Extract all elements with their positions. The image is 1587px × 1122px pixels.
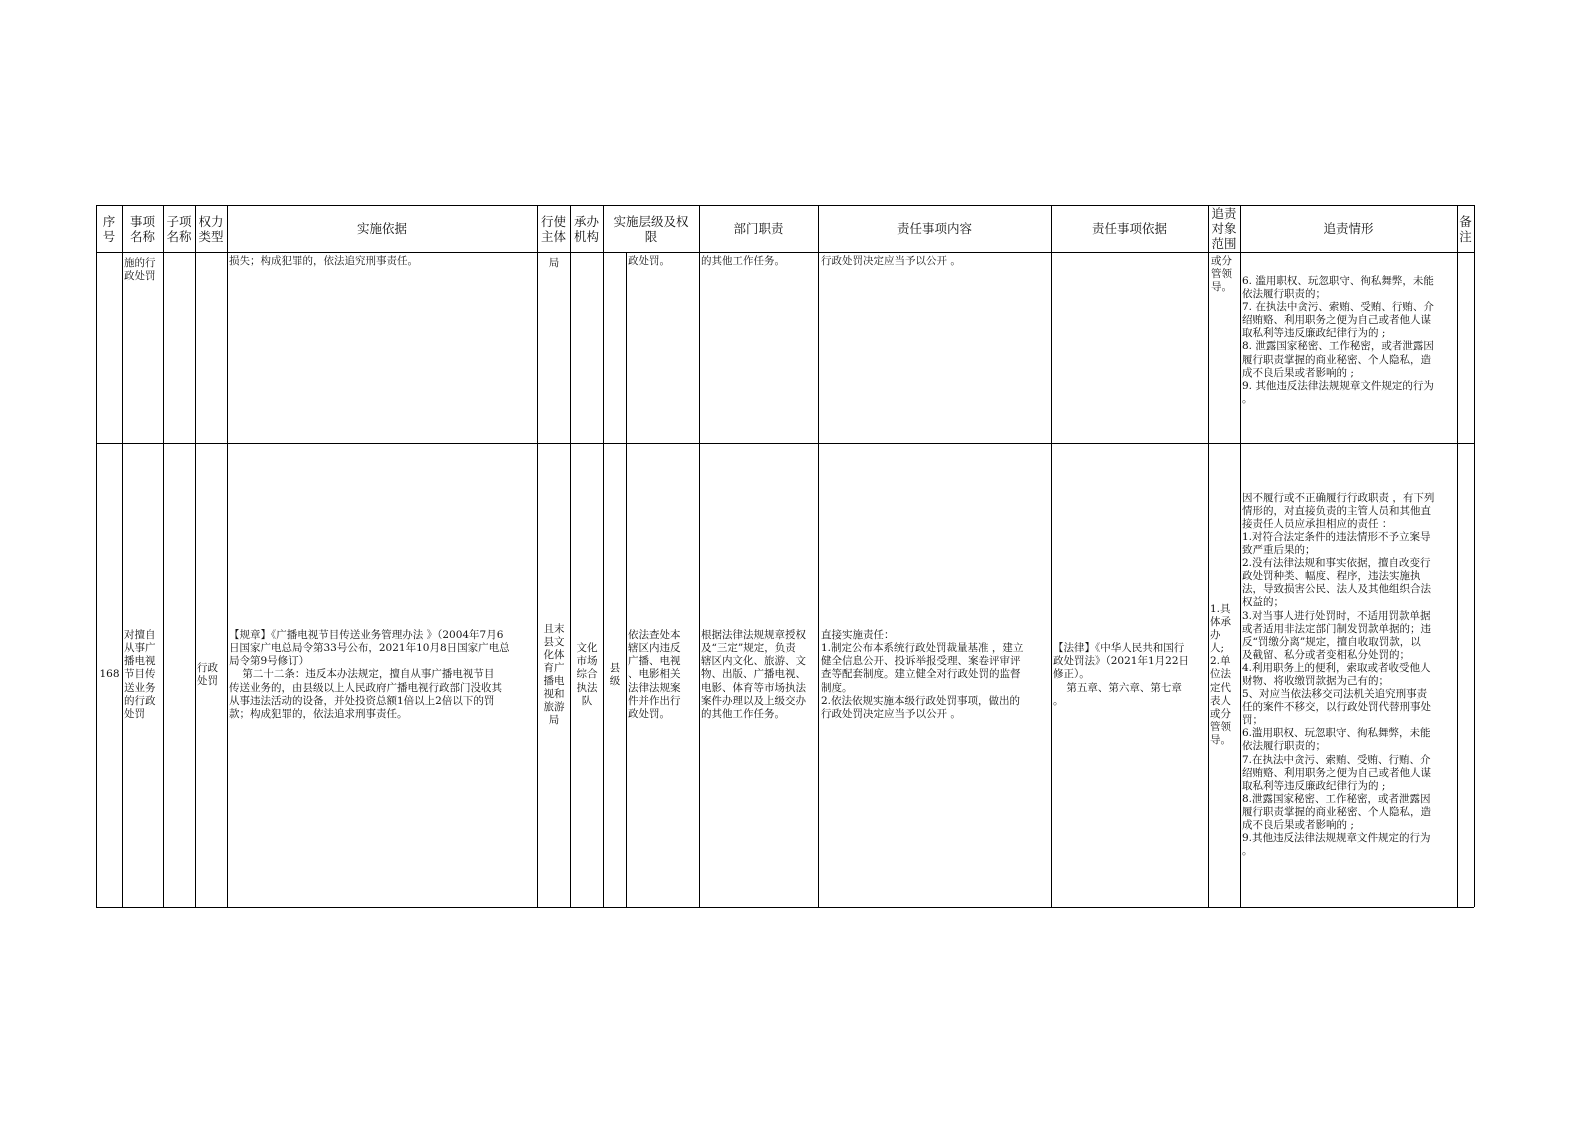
header-bottom-border [96, 252, 1474, 253]
header-item-name: 事项 名称 [129, 213, 155, 244]
row-sub-item [165, 444, 194, 906]
row-note [1458, 444, 1473, 906]
row-power-type [197, 444, 226, 906]
header-power-type: 权力 类型 [198, 213, 224, 244]
row-level-text: 依法查处本 辖区内违反 广播、电视 、电影相关 法律法规案 件并作出行 政处罚。 [628, 629, 681, 720]
row-seq [97, 444, 122, 906]
header-subject: 行使 主体 [540, 213, 566, 244]
prev-item-name: 施的行 政处罚 [124, 257, 156, 283]
prev-duty: 的其他工作任务。 [701, 255, 785, 267]
row-level [628, 444, 699, 906]
row-situation-text: 因不履行或不正确履行行政职责 ，有下列 情形的，对直接负责的主管人员和其他直 接责任人员应承担相应的责任 ： 1.对符合法定条件的违法情形不予立案导 致严重后果的； 2.没有法律法规和事实依据，擅自改变行 政处罚种类、幅度、程序，违法实施执 法，导致损害公民、法人及其他组织合法 权益的； 3.对当事人进行处罚时，不适用罚款单据 或者适用非法定部门制发罚款单据的；违 反“罚缴分离”规定，擅自收取罚款，以 及截留、私分或者变相私分处罚的； 4.利用职务上的便利，索取或者收受他人 财物、将收缴罚款据为己有的； 5、对应当依法移交司法机关追究刑事责 任的案件不移交，以行政处罚代替刑事处 罚； 6.滥用职权、玩忽职守、徇私舞弊，未能 依法履行职责的； 7.在执法中贪污、索贿、受贿、行贿、介 绍贿赂、利用职务之便为自己或者他人谋 取私利等违反廉政纪律行为的 ; 8.泄露国家秘密、工作秘密，或者泄露因 履行职责掌握的商业秘密、个人隐私，造 成不良后果或者影响的 ; 9.其他违反法律法规规章文件规定的行为 。 [1242, 491, 1435, 858]
row-basis [229, 444, 536, 906]
header-resp-basis: 责任事项依据 [1091, 221, 1167, 236]
prev-resp-content: 行政处罚决定应当予以公开 。 [821, 255, 961, 267]
row-level-tier [604, 444, 626, 906]
row-power-type-text: 行政 处罚 [197, 661, 218, 687]
header-note: 备 注 [1459, 213, 1472, 244]
row-duty [701, 444, 818, 906]
prev-basis: 损失；构成犯罪的，依法追究刑事责任。 [229, 255, 418, 267]
prev-target: 或分 管领 导。 [1211, 255, 1232, 294]
row-organ-text: 文化 市场 综合 执法 队 [576, 642, 598, 707]
row-organ [572, 444, 602, 906]
col-border [195, 205, 196, 907]
row-level-tier-text: 县 级 [609, 661, 621, 687]
row-seq-text: 168 [99, 668, 120, 681]
row-resp-basis-text: 【法律】《中华人民共和国行 政处罚法》（2021年1月22日 修正）。 第五章、第六章、第七章 。 [1053, 642, 1190, 707]
col-border [537, 205, 538, 907]
col-border [1208, 205, 1209, 907]
col-border [163, 205, 164, 907]
row-item-name [124, 444, 162, 906]
col-border [626, 252, 627, 907]
header-level: 实施层级及权 限 [613, 213, 689, 244]
header-situation: 追责情形 [1323, 221, 1374, 236]
header-duty: 部门职责 [733, 221, 784, 236]
row-resp-content-text: 直接实施责任： 1.制定公布本系统行政处罚裁量基准 ，建立 健全信息公开、投诉举报受理、案卷评审评 查等配套制度。建立健全对行政处罚的监督 制度。 2.依法依规实施本级行政处罚事项，做出的 行政处罚决定应当予以公开 。 [821, 629, 1024, 720]
row-duty-text: 根据法律法规规章授权 及“三定”规定，负责 辖区内文化、旅游、文 物、出版、广播电视、 电影、体育等市场执法 案件办理以及上级交办 的其他工作任务。 [701, 629, 806, 720]
prev-level: 政处罚。 [628, 255, 670, 267]
col-border [818, 205, 819, 907]
col-border [122, 205, 123, 907]
prev-situation: 6. 滥用职权、玩忽职守、徇私舞弊，未能 依法履行职责的； 7. 在执法中贪污、索贿、受贿、行贿、介 绍贿赂、利用职务之便为自己或者他人谋 取私利等违反廉政纪律行为的 ; 8. 泄露国家秘密、工作秘密，或者泄露因 履行职责掌握的商业秘密、个人隐私，造 成不良后果或者影响的 ; 9. 其他违反法律法规规章文件规定的行为 。 [1242, 275, 1434, 405]
header-basis: 实施依据 [356, 221, 407, 236]
header-resp-content: 责任事项内容 [896, 221, 972, 236]
header-target: 追责 对象 范围 [1211, 206, 1237, 251]
col-border [570, 205, 571, 907]
header-sub-item: 子项 名称 [166, 213, 192, 244]
row-subject [539, 444, 569, 906]
row-resp-basis [1053, 444, 1207, 906]
col-border [1051, 205, 1052, 907]
row-situation [1242, 444, 1456, 906]
col-border [1240, 205, 1241, 907]
row-target [1210, 444, 1240, 906]
row-target-text: 1.具 体承 办 人; 2.单 位法 定代 表人 或分 管领 导。 [1210, 602, 1231, 746]
row-basis-text: 【规章】《广播电视节目传送业务管理办法 》（2004年7月6 日国家广电总局令第33号公布，2021年10月8日国家广电总 局令第9号修订） 第二十二条：违反本办法规定，擅自从事广播电视节目 传送业务的，由县级以上人民政府广播电视行政部门没收其 从事违法活动的设备，并处投资总额1倍以上2倍以下的罚 款；构成犯罪的，依法追求刑事责任。 [229, 629, 510, 720]
row-resp-content [821, 444, 1050, 906]
table-bottom-border [96, 907, 1474, 908]
col-border [1474, 205, 1475, 907]
col-border [699, 205, 700, 907]
prev-subject: 局 [548, 257, 560, 269]
row-item-name-text: 对擅自 从事广 播电视 节目传 送业务 的行政 处罚 [124, 629, 156, 720]
header-seq: 序 号 [102, 213, 116, 244]
header-organ: 承办 机构 [573, 213, 599, 244]
row-subject-text: 且末 县文 化体 育广 播电 视和 旅游 局 [543, 622, 565, 727]
col-border [227, 205, 228, 907]
